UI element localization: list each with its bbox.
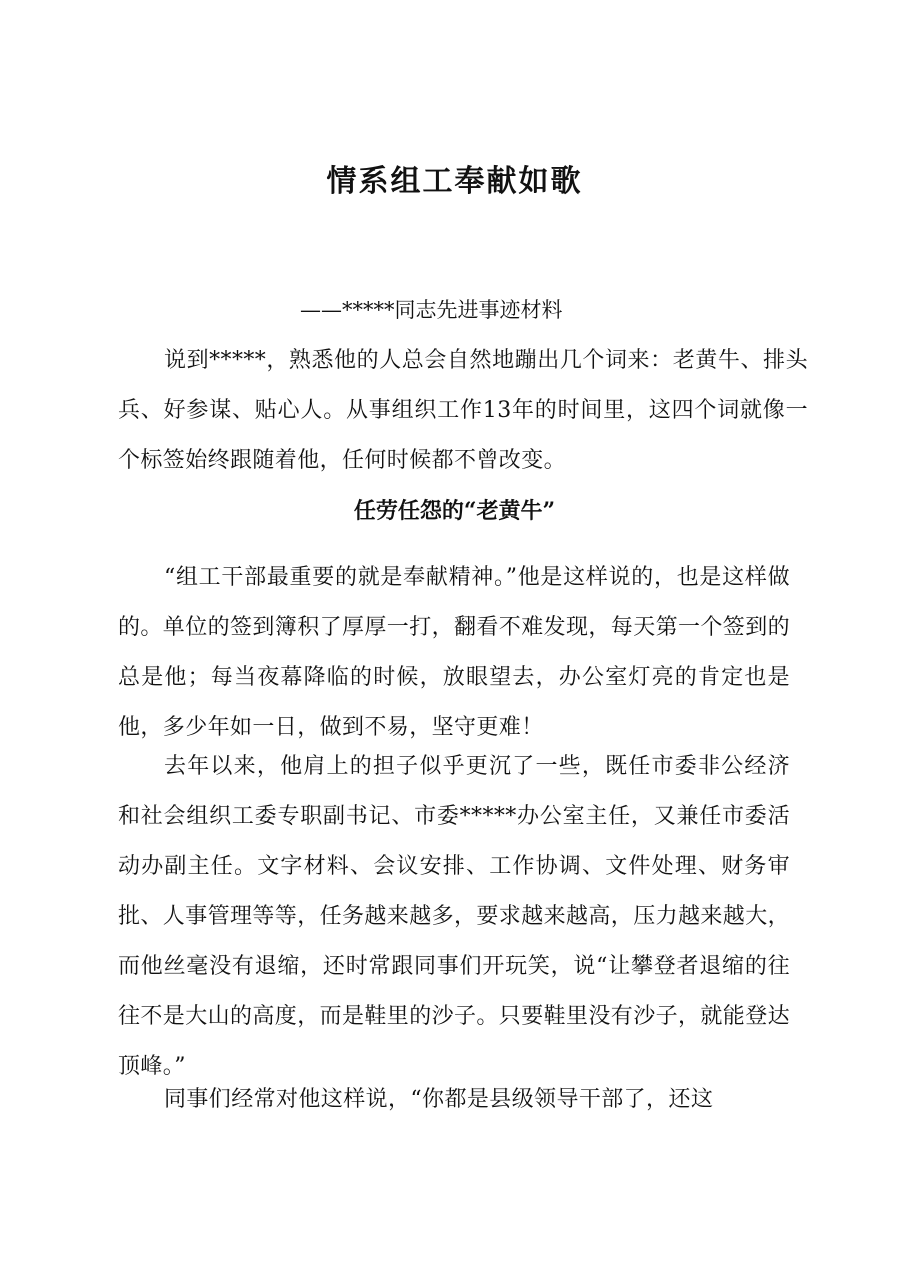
- intro-paragraph: 说到*****，熟悉他的人总会自然地蹦出几个词来：老黄牛、排头兵、好参谋、贴心人。从事组织工作13年的时间里，这四个词就像一个标签始终跟随着他，任何时候都不曾改变。: [118, 348, 808, 473]
- document-title: 情系组工奉献如歌: [326, 164, 583, 199]
- document-subtitle: ——*****同志先进事迹材料: [300, 298, 563, 322]
- section-heading: 任劳任怨的“老黄牛”: [353, 498, 556, 524]
- body-paragraph-1: “组工干部最重要的就是奉献精神。”他是这样说的，也是这样做的。单位的签到簿积了厚厚一打，翻看不难发现，每天第一个签到的总是他；每当夜幕降临的时候，放眼望去，办公室灯亮的肯定也是他，多少年如一日，做到不易，坚守更难！: [118, 565, 791, 740]
- body-paragraph-2: 去年以来，他肩上的担子似乎更沉了一些，既任市委非公经济和社会组织工委专职副书记、市委*****办公室主任，又兼任市委活动办副主任。文字材料、会议安排、工作协调、文件处理、财务审批、人事管理等等，任务越来越多，要求越来越高，压力越来越大，而他丝毫没有退缩，还时常跟同事们开玩笑，说“让攀登者退缩的往往不是大山的高度，而是鞋里的沙子。只要鞋里没有沙子，就能登达顶峰。”: [118, 754, 791, 1079]
- body-paragraph-3: 同事们经常对他这样说，“你都是县级领导干部了，还这: [164, 1087, 714, 1112]
